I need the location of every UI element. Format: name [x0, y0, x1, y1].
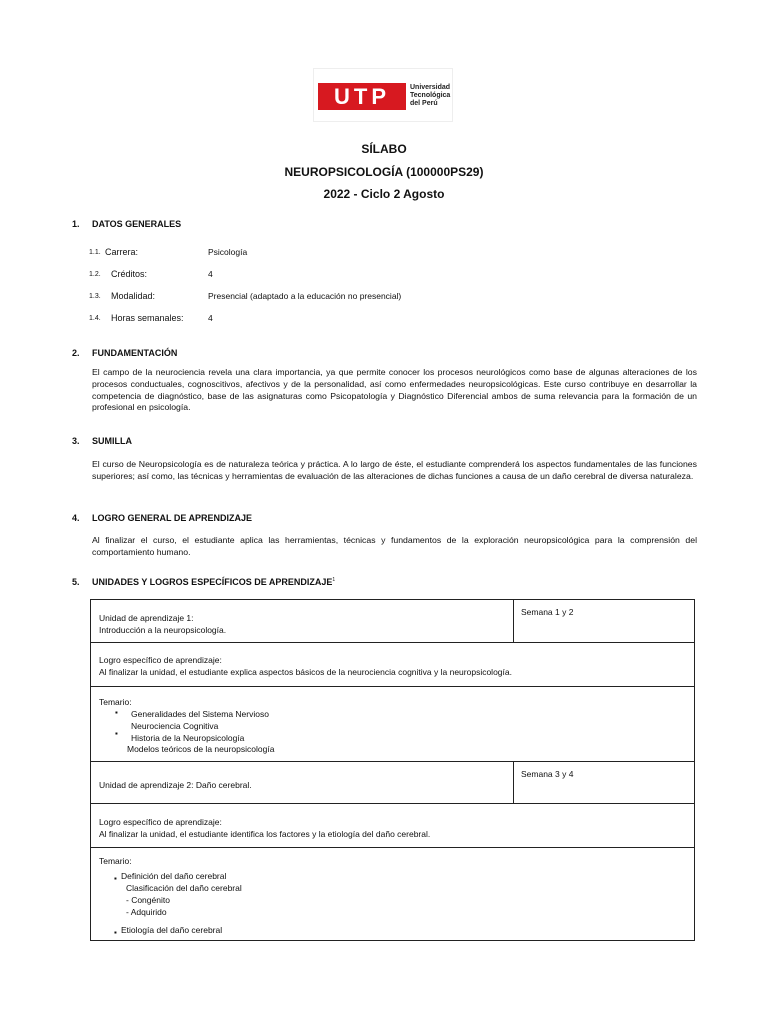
footnote-marker: 1 [332, 577, 336, 583]
item-value: 4 [208, 269, 213, 279]
logro-text: Al finalizar la unidad, el estudiante identifica los factores y la etiología del daño cerebral. [99, 828, 431, 839]
item-label: Horas semanales: [111, 313, 184, 323]
bullet-icon: ▪ [114, 874, 117, 883]
section-number: 1. [72, 219, 80, 229]
temario-item: Clasificación del daño cerebral [126, 883, 242, 893]
temario-item: Etiología del daño cerebral [121, 925, 223, 935]
section-number: 4. [72, 513, 80, 523]
row-divider [91, 803, 694, 804]
course-title: NEUROPSICOLOGÍA (100000PS29) [284, 165, 484, 179]
temario-item: Definición del daño cerebral [121, 871, 227, 881]
logo-text [410, 84, 450, 108]
item-label: Carrera: [105, 247, 139, 257]
fundamentacion-text: El campo de la neurociencia revela una clara importancia, ya que permite conocer los procesos neurológicos como base de algunas alteraciones de los procesos conductuales, cognoscitivos, afectivos y de la personalidad, así como enfermedades neuropsicológicas. Este curso contribuye en desarrollar la competencia de diagnóstico, base de las asignaturas como Psicopatología y Diagnóstico Diferencial ambos de suma relevancia para la formación de un profesional en psicología. [92, 367, 697, 413]
units-table [90, 599, 695, 941]
temario-item: Historia de la Neuropsicología [131, 733, 245, 743]
section-title: DATOS GENERALES [92, 219, 182, 229]
temario-item: - Congénito [126, 895, 170, 905]
doc-type: SÍLABO [361, 142, 407, 156]
section-title: LOGRO GENERAL DE APRENDIZAJE [92, 513, 253, 523]
unit-2-logro [99, 817, 430, 840]
utp-logo [313, 68, 453, 122]
item-value: 4 [208, 313, 213, 323]
item-value: Presencial (adaptado a la educación no presencial) [208, 291, 402, 301]
row-divider [91, 686, 694, 687]
logo-line: Universidad [410, 84, 451, 91]
unit-2-title: Unidad de aprendizaje 2: Daño cerebral. [99, 780, 252, 790]
column-divider [513, 761, 514, 803]
temario-item: - Adquirido [126, 907, 167, 917]
item-value: Psicología [208, 247, 248, 257]
bullet-icon: ▪ [115, 729, 118, 738]
unit-1-weeks: Semana 1 y 2 [521, 607, 574, 617]
section-title-text: UNIDADES Y LOGROS ESPECÍFICOS DE APRENDIZAJE [92, 577, 333, 587]
section-title [92, 577, 335, 587]
unit-1-title: Unidad de aprendizaje 1: [99, 613, 194, 623]
item-number: 1.3. [89, 293, 101, 300]
logo-letters: UTP [334, 83, 390, 109]
unit-1-cell [99, 613, 226, 636]
temario-item: Modelos teóricos de la neuropsicología [127, 744, 275, 754]
logro-label: Logro específico de aprendizaje: [99, 655, 222, 665]
row-divider [91, 761, 694, 762]
unit-1-logro [99, 655, 512, 678]
temario-item: Generalidades del Sistema Nervioso [131, 709, 269, 719]
temario-label: Temario: [99, 697, 132, 707]
section-number: 3. [72, 436, 80, 446]
bullet-icon: ▪ [115, 708, 118, 717]
logo-line: Tecnológica [410, 92, 451, 99]
logo-line: del Perú [410, 100, 438, 107]
section-number: 5. [72, 577, 80, 587]
temario-item: Neurociencia Cognitiva [131, 721, 219, 731]
logo-mark [318, 83, 406, 110]
sumilla-text: El curso de Neuropsicología es de naturaleza teórica y práctica. A lo largo de éste, el estudiante comprenderá los aspectos fundamentales de las funciones superiores; así como, las técnicas y herramientas de evaluación de las alteraciones de dichas funciones a causa de un daño cerebral de diversa naturaleza. [92, 459, 697, 481]
logro-text: Al finalizar la unidad, el estudiante explica aspectos básicos de la neurociencia cognitiva y la neuropsicología. [99, 666, 512, 677]
bullet-icon: ▪ [114, 928, 117, 937]
item-number: 1.1. [89, 249, 101, 256]
item-label: Créditos: [111, 269, 148, 279]
temario-label: Temario: [99, 856, 132, 866]
row-divider [91, 642, 694, 643]
unit-1-subtitle: Introducción a la neuropsicología. [99, 624, 227, 635]
item-number: 1.4. [89, 315, 101, 322]
unit-2-weeks: Semana 3 y 4 [521, 769, 574, 779]
logro-general-text: Al finalizar el curso, el estudiante aplica las herramientas, técnicas y fundamentos de la exploración neuropsicológica para la comprensión del comportamiento humano. [92, 535, 697, 557]
item-number: 1.2. [89, 271, 101, 278]
section-number: 2. [72, 348, 80, 358]
logro-label: Logro específico de aprendizaje: [99, 817, 222, 827]
section-title: FUNDAMENTACIÓN [92, 348, 178, 358]
column-divider [513, 600, 514, 642]
course-period: 2022 - Ciclo 2 Agosto [323, 187, 445, 201]
section-title: SUMILLA [92, 436, 132, 446]
item-label: Modalidad: [111, 291, 156, 301]
row-divider [91, 847, 694, 848]
